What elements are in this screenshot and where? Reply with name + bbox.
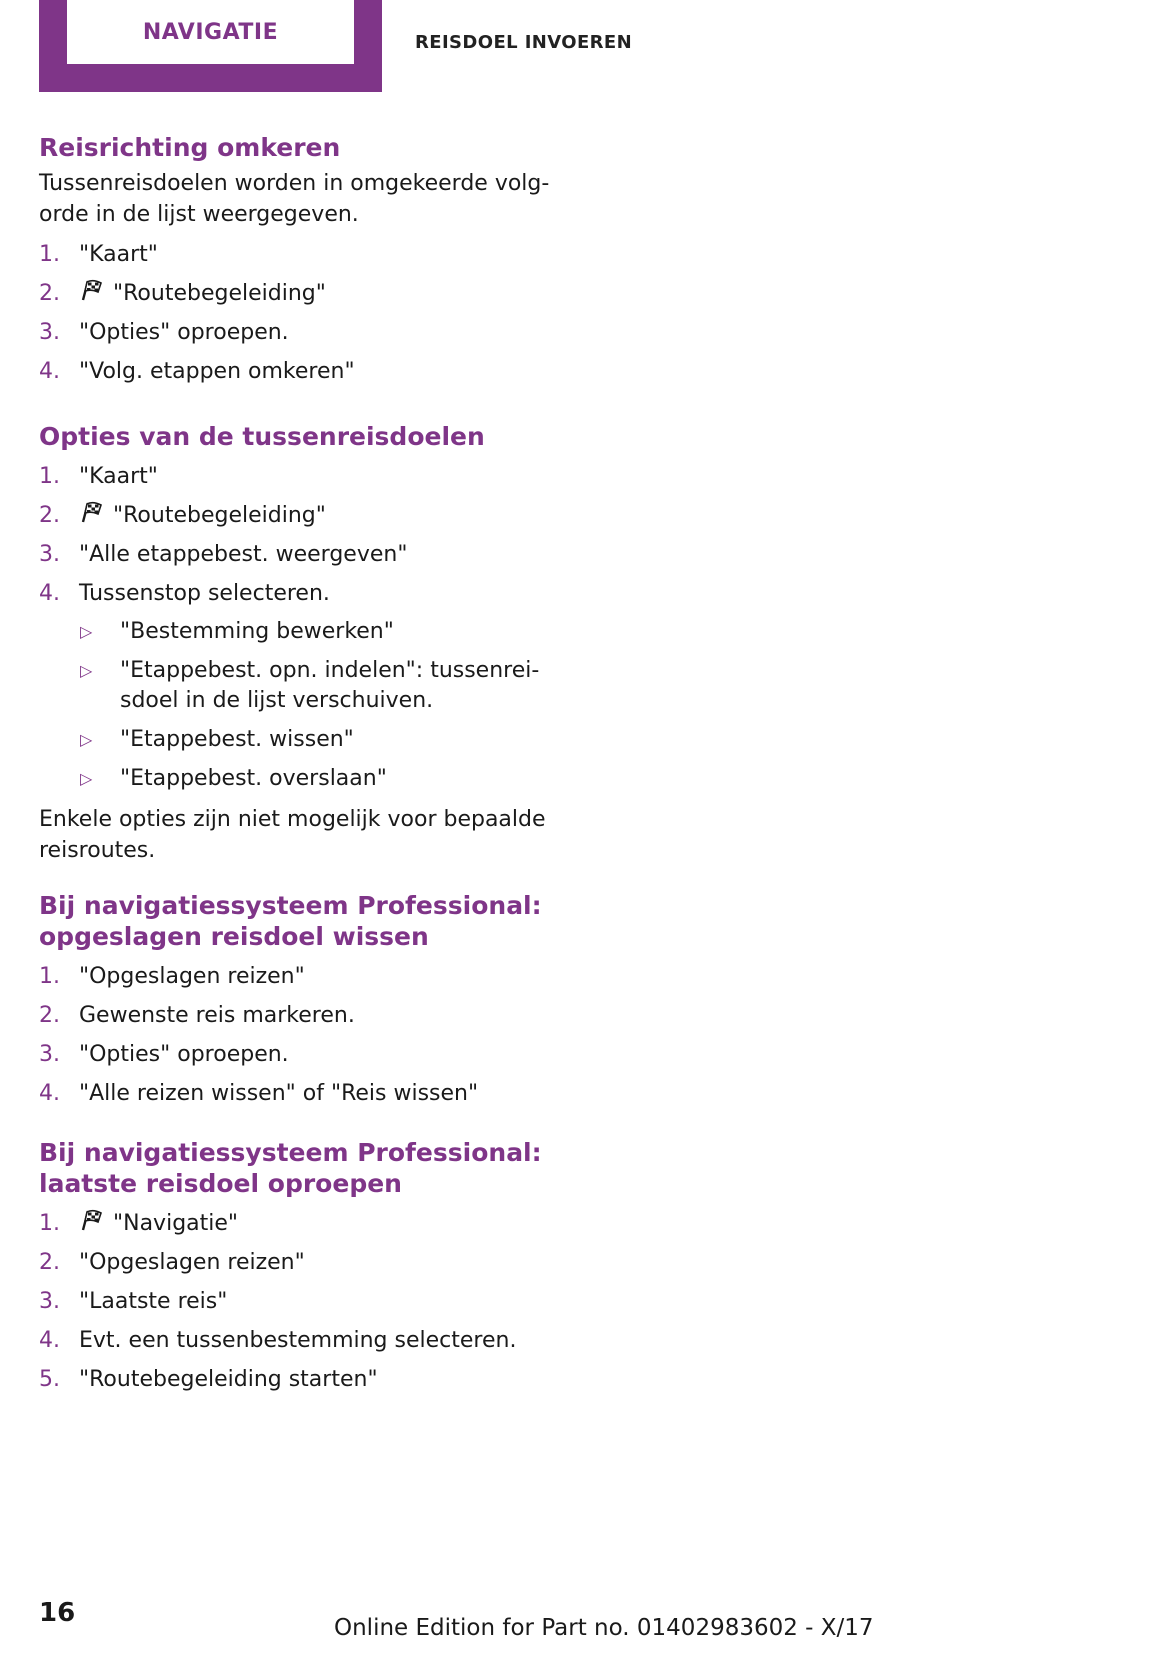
step-text: Tussenstop selecteren. <box>79 581 330 606</box>
bullet-item <box>80 721 559 760</box>
step-item <box>39 496 559 535</box>
steps-list <box>39 235 559 391</box>
step-item <box>39 1282 559 1321</box>
step-item <box>39 352 559 391</box>
step-item <box>39 996 559 1035</box>
section-note: Enkele opties zijn niet mogelijk voor bepaalde reisroutes. <box>39 807 546 863</box>
step-text: Evt. een tussenbestemming selecteren. <box>79 1328 517 1353</box>
step-text: "Opties" oproepen. <box>79 1042 289 1067</box>
step-text: "Routebegeleiding" <box>113 503 326 528</box>
step-item <box>39 1321 559 1360</box>
checkered-flag-icon <box>79 500 105 524</box>
section-reverse-route <box>39 132 559 391</box>
step-number: 3. <box>39 1289 60 1314</box>
steps-list <box>39 957 559 1113</box>
step-number: 2. <box>39 503 60 528</box>
bullet-text: "Etappebest. wissen" <box>120 727 354 752</box>
triangle-bullet-icon: ▷ <box>80 661 93 680</box>
step-number: 3. <box>39 320 60 345</box>
section-title: Bij navigatiessysteem Professional: opgeslagen reisdoel wissen <box>39 891 542 951</box>
step-item <box>39 535 559 574</box>
bullet-item <box>80 760 559 799</box>
step-text: "Opties" oproepen. <box>79 320 289 345</box>
step-number: 3. <box>39 1042 60 1067</box>
edition-footer: Online Edition for Part no. 01402983602 - X/17 <box>334 1615 874 1641</box>
bullet-item <box>80 652 559 721</box>
steps-list <box>39 457 559 613</box>
header-section-title: REISDOEL INVOEREN <box>415 32 633 53</box>
checkered-flag-icon <box>79 1208 105 1232</box>
section-delete-saved-destination <box>39 890 559 1113</box>
step-number: 4. <box>39 1328 60 1353</box>
page-content <box>39 132 559 1423</box>
step-item <box>39 274 559 313</box>
step-number: 2. <box>39 281 60 306</box>
step-item <box>39 957 559 996</box>
step-item <box>39 313 559 352</box>
step-number: 1. <box>39 242 60 267</box>
step-item <box>39 574 559 613</box>
step-text: "Navigatie" <box>113 1211 239 1236</box>
bullet-list <box>39 613 559 799</box>
section-recall-last-destination <box>39 1137 559 1399</box>
bullet-text: "Etappebest. opn. indelen": tussenrei-sdoel in de lijst verschuiven. <box>120 658 540 713</box>
step-text: "Routebegeleiding starten" <box>79 1367 378 1392</box>
step-item <box>39 1360 559 1399</box>
step-item <box>39 1074 559 1113</box>
header-tab <box>39 0 382 92</box>
step-text: "Laatste reis" <box>79 1289 228 1314</box>
step-number: 1. <box>39 964 60 989</box>
step-item <box>39 1204 559 1243</box>
step-item <box>39 1035 559 1074</box>
step-text: "Kaart" <box>79 464 158 489</box>
step-text: "Routebegeleiding" <box>113 281 326 306</box>
step-number: 1. <box>39 464 60 489</box>
checkered-flag-icon <box>79 278 105 302</box>
section-title: Opties van de tussenreisdoelen <box>39 422 485 451</box>
step-text: "Opgeslagen reizen" <box>79 1250 305 1275</box>
step-number: 1. <box>39 1211 60 1236</box>
section-title: Reisrichting omkeren <box>39 133 341 162</box>
triangle-bullet-icon: ▷ <box>80 730 93 749</box>
step-number: 4. <box>39 359 60 384</box>
steps-list <box>39 1204 559 1399</box>
step-number: 2. <box>39 1003 60 1028</box>
step-item <box>39 1243 559 1282</box>
step-text: "Alle reizen wissen" of "Reis wissen" <box>79 1081 479 1106</box>
step-number: 3. <box>39 542 60 567</box>
section-intro: Tussenreisdoelen worden in omgekeerde volg-orde in de lijst weergegeven. <box>39 171 550 227</box>
step-text: Gewenste reis markeren. <box>79 1003 355 1028</box>
step-number: 5. <box>39 1367 60 1392</box>
section-title: Bij navigatiessysteem Professional: laatste reisdoel oproepen <box>39 1138 542 1198</box>
step-item <box>39 457 559 496</box>
bullet-text: "Etappebest. overslaan" <box>120 766 387 791</box>
step-text: "Volg. etappen omkeren" <box>79 359 355 384</box>
step-number: 2. <box>39 1250 60 1275</box>
header-tab-label: NAVIGATIE <box>67 0 354 64</box>
triangle-bullet-icon: ▷ <box>80 622 93 641</box>
triangle-bullet-icon: ▷ <box>80 769 93 788</box>
page-number: 16 <box>39 1598 76 1628</box>
step-text: "Kaart" <box>79 242 158 267</box>
step-text: "Alle etappebest. weergeven" <box>79 542 408 567</box>
bullet-item <box>80 613 559 652</box>
bullet-text: "Bestemming bewerken" <box>120 619 394 644</box>
step-number: 4. <box>39 1081 60 1106</box>
step-number: 4. <box>39 581 60 606</box>
step-item <box>39 235 559 274</box>
section-waypoint-options <box>39 421 559 866</box>
step-text: "Opgeslagen reizen" <box>79 964 305 989</box>
